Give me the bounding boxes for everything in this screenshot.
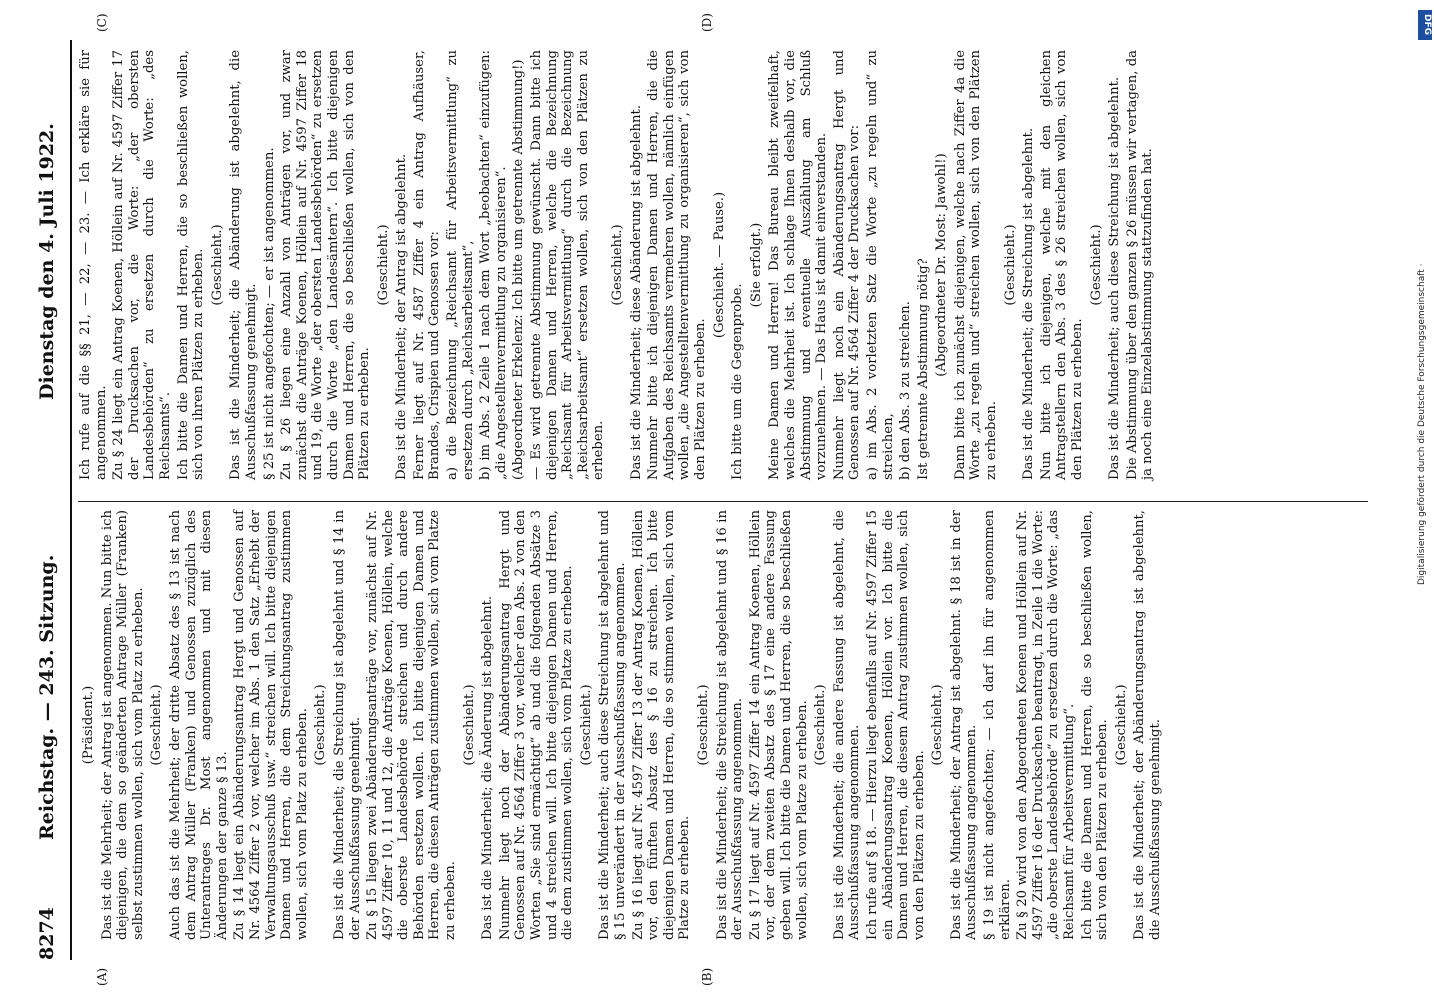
paragraph: (Geschieht.) <box>1113 684 1129 766</box>
paragraph: (Geschieht.) <box>313 684 329 766</box>
paragraph: Ich bitte die Damen und Herren, die so beschließen wollen, sich von ihren Plätzen zu erheben. <box>175 50 207 480</box>
paragraph: Das ist die Minderheit; auch diese Streichung ist abgelehnt. <box>1107 76 1123 480</box>
paragraph: (Geschieht.) <box>610 224 625 306</box>
column-divider <box>78 501 1368 502</box>
paragraph: Auch das ist die Mehrheit; der dritte Absatz des § 13 ist nach dem Antrag Müller (Franken) und Genossen zuzüglich des Unterantrages Dr. Most angenommen und mit diesen Änderungen der ganze § 13. <box>167 510 230 940</box>
paragraph: Das ist die Minderheit; die Abänderung ist abgelehnt, die Ausschußfassung genehmigt. <box>228 50 259 480</box>
margin-marker-a: (A) <box>95 967 109 986</box>
paragraph: (Präsident.) <box>81 685 96 765</box>
paragraph: (Geschieht.) <box>1002 224 1018 306</box>
paragraph: b) den Abs. 3 zu streichen. <box>898 301 914 480</box>
margin-marker-b: (B) <box>700 967 714 986</box>
page-number: 8274 <box>36 907 58 960</box>
paragraph: (Geschieht.) <box>1088 224 1104 306</box>
paragraph: (Geschieht.) <box>149 684 165 766</box>
digitization-credit: Digitalisierung gefördert durch die Deutsche Forschungsgemeinschaft · <box>1417 263 1427 585</box>
paragraph: Das ist die Minderheit; der Antrag ist abgelehnt. <box>394 153 410 480</box>
header-left-title: Reichstag. — 243. Sitzung. <box>36 554 58 840</box>
paragraph: Zu § 26 liegen eine Anzahl von Anträgen vor, und zwar zunächst die Anträge Koenen, Höllein auf Nr. 4597 Ziffer 18 und 19, die Worte „der obersten Landesbehörden“ zu ersetzen durch die Worte „den Landesämtern“. Ich bitte diejenigen Damen und Herren, die so beschließen wollen, sich von den Plätzen zu erheben. <box>279 50 373 480</box>
paragraph: (Geschieht. — Pause.) <box>711 191 727 339</box>
paragraph: Das ist die Minderheit; die Änderung ist abgelehnt. <box>480 595 496 940</box>
margin-marker-d: (D) <box>700 13 714 32</box>
paragraph: Das ist die Minderheit; die andere Fassung ist abgelehnt, die Ausschußfassung angenommen. <box>831 510 863 940</box>
dfg-logo: DFG <box>1418 10 1432 40</box>
paragraph: a) im Abs. 2 vorletzten Satz die Worte „zu regeln und“ zu streichen, <box>864 50 896 480</box>
paragraph: b) im Abs. 2 Zeile 1 nach dem Wort „beobachten“ einzufügen: „die Angestelltenvermittlung zu organisieren“. <box>478 50 509 480</box>
paragraph: Das ist die Minderheit; der Abänderungsantrag ist abgelehnt, die Ausschußfassung genehmigt. <box>1132 510 1163 940</box>
paragraph: Zu § 17 liegt auf Nr. 4597 Ziffer 14 ein Antrag Koenen, Höllein vor, der dem zweiten Absatz des § 17 eine andere Fassung geben will. Ich bitte die Damen und Herren, die so beschließen wollen, sich vom Platze zu erheben. <box>747 510 810 940</box>
paragraph: Das ist die Minderheit; die Streichung ist abgelehnt und § 16 in der Ausschußfassung angenommen. <box>714 510 746 940</box>
paragraph: — Es wird getrennte Abstimmung gewünscht. Dann bitte ich diejenigen Damen und Herren, welche die Bezeichnung „Reichsamt für Arbeitsvermittlung“ durch die Bezeichnung „Reichsarbeitsamt“ ersetzen wollen, sich von den Plätzen zu erheben. <box>529 50 607 480</box>
paragraph: Zu § 15 liegen zwei Abänderungsanträge vor, zunächst auf Nr. 4597 Ziffer 10, 11 und 12, die Anträge Koenen, Höllein, welche die oberste Landesbehörde streichen und durch andere Behörden ersetzen wollen. Ich bitte diejenigen Damen und Herren, die diesen Anträgen zustimmen wollen, sich vom Platze zu erheben. <box>365 510 459 940</box>
paragraph: Nun bitte ich diejenigen, welche mit den gleichen Antragstellern den Abs. 3 des § 26 streichen wollen, sich von den Plätzen zu erheben. <box>1038 50 1086 480</box>
paragraph: (Geschieht.) <box>930 684 946 766</box>
header-right-title: Dienstag den 4. Juli 1922. <box>36 123 58 400</box>
page-header <box>30 40 72 960</box>
paragraph: Nunmehr liegt noch der Abänderungsantrag Hergt und Genossen auf Nr. 4564 Ziffer 3 vor, welcher den Abs. 2 von den Worten „Sie sind ermächtigt“ ab und die folgenden Absätze 3 und 4 streichen will. Ich bitte diejenigen Damen und Herren, die dem zustimmen wollen, sich vom Platze zu erheben. <box>497 510 576 940</box>
paragraph: Zu § 24 liegt ein Antrag Koenen, Höllein auf Nr. 4597 Ziffer 17 der Drucksachen vor, die Worte: „der obersten Landesbehörden“ zu ersetzen durch die Worte: „des Reichsamts“. <box>111 50 173 480</box>
paragraph: Das ist die Minderheit; der Antrag ist abgelehnt. § 18 ist in der Ausschußfassung angenommen. <box>948 510 980 940</box>
paragraph: (Geschieht.) <box>578 684 594 766</box>
paragraph: Nunmehr bitte ich diejenigen Damen und Herren, die die Aufgaben des Reichsamts vermehren wollen, nämlich einfügen wollen „die Angestelltenvermittlung zu organisieren“, sich von den Plätzen zu erheben. <box>646 50 708 480</box>
paragraph: § 19 ist nicht angefochten; — ich darf ihn für angenommen erklären. <box>982 510 1013 940</box>
paragraph: Das ist die Minderheit; auch diese Streichung ist abgelehnt und § 15 unverändert in der Ausschußfassung angenommen. <box>597 510 628 940</box>
paragraph: (Abgeordneter Dr. Most: Jawohl!) <box>934 153 950 377</box>
paragraph: Ich bitte um die Gegenprobe. <box>730 283 746 480</box>
text-column-right <box>78 50 1158 480</box>
paragraph: (Geschieht.) <box>813 684 829 766</box>
paragraph: Das ist die Minderheit; die Streichung ist abgelehnt. <box>1021 127 1037 480</box>
paragraph: Ich rufe auf § 18. — Hierzu liegt ebenfalls auf Nr. 4597 Ziffer 15 ein Abänderungsantrag Koenen, Höllein vor. Ich bitte die Damen und Herren, die diesem Antrag zustimmen wollen, sich von den Plätzen zu erheben. <box>864 510 927 940</box>
paragraph: Das ist die Minderheit; diese Abänderung ist abgelehnt. <box>628 105 644 480</box>
paragraph: Dann bitte ich zunächst diejenigen, welche nach Ziffer 4a die Worte „zu regeln und“ streichen wollen, sich von den Plätzen zu erheben. <box>952 50 1000 480</box>
paragraph: Das ist die Minderheit; die Streichung ist abgelehnt und § 14 in der Ausschußfassung genehmigt. <box>331 510 363 940</box>
paragraph: Ferner liegt auf Nr. 4587 Ziffer 4 ein Antrag Aufhäuser, Brandes, Crispien und Genossen vor: <box>411 50 443 480</box>
paragraph: Zu § 14 liegt ein Abänderungsantrag Hergt und Genossen auf Nr. 4564 Ziffer 2 vor, welcher im Abs. 1 den Satz „Erhebt der Verwaltungsausschuß usw.“ streichen will. Ich bitte diejenigen Damen und Herren, die dem Streichungsantrag zustimmen wollen, sich vom Platz zu erheben. <box>232 510 310 940</box>
text-column-left <box>78 510 1166 940</box>
paragraph: Das ist die Mehrheit; der Antrag ist angenommen. Nun bitte ich diejenigen, die dem so geänderten Antrage Müller (Franken) selbst zustimmen wollen, sich vom Platz zu erheben. <box>99 510 146 940</box>
paragraph: Zu § 20 wird von den Abgeordneten Koenen und Höllein auf Nr. 4597 Ziffer 16 der Drucksachen beantragt, in Zeile 1 die Worte: „die oberste Landesbehörde“ zu ersetzen durch die Worte: „das Reichsamt für Arbeitsvermittlung“. <box>1015 510 1078 940</box>
paragraph: (Geschieht.) <box>461 684 477 766</box>
margin-marker-c: (C) <box>95 13 109 32</box>
paragraph: § 25 ist nicht angefochten; — er ist angenommen. <box>261 147 277 480</box>
paragraph: Ich rufe auf die §§ 21, — 22, — 23. — Ich erkläre sie für angenommen. <box>78 50 109 480</box>
paragraph: Zu § 16 liegt auf Nr. 4597 Ziffer 13 der Antrag Koenen, Höllein vor, den fünften Absatz des § 16 zu streichen. Ich bitte diejenigen Damen und Herren, die so stimmen wollen, sich vom Platze zu erheben. <box>630 510 693 940</box>
paragraph: Nunmehr liegt noch ein Abänderungsantrag Hergt und Genossen auf Nr. 4564 Ziffer 4 der Drucksachen vor: <box>831 50 863 480</box>
paragraph: (Abgeordneter Erkelenz: Ich bitte um getrennte Abstimmung!) <box>511 59 527 480</box>
paragraph: Ist getrennte Abstimmung nötig? <box>915 258 931 480</box>
paragraph: Meine Damen und Herren! Das Bureau bleibt zweifelhaft, welches die Mehrheit ist. Ich schlage Ihnen deshalb vor, die Abstimmung und eventuelle Auszählung am Schluß vorzunehmen. — Das Haus ist damit einverstanden. <box>767 50 830 480</box>
paragraph: Ich bitte die Damen und Herren, die so beschließen wollen, sich von den Plätzen zu erheben. <box>1079 510 1111 940</box>
paragraph: a) die Bezeichnung „Reichsamt für Arbeitsvermittlung“ zu ersetzen durch „Reichsarbeitsamt“, <box>445 50 476 480</box>
paragraph: (Geschieht.) <box>695 684 711 766</box>
paragraph: (Geschieht.) <box>209 224 225 306</box>
paragraph: (Sie erfolgt.) <box>748 222 764 308</box>
paragraph: (Geschieht.) <box>375 224 391 306</box>
paragraph: Die Abstimmung über den ganzen § 26 müssen wir vertagen, da ja noch eine Einzelabstimmung stattzufinden hat. <box>1124 50 1156 480</box>
